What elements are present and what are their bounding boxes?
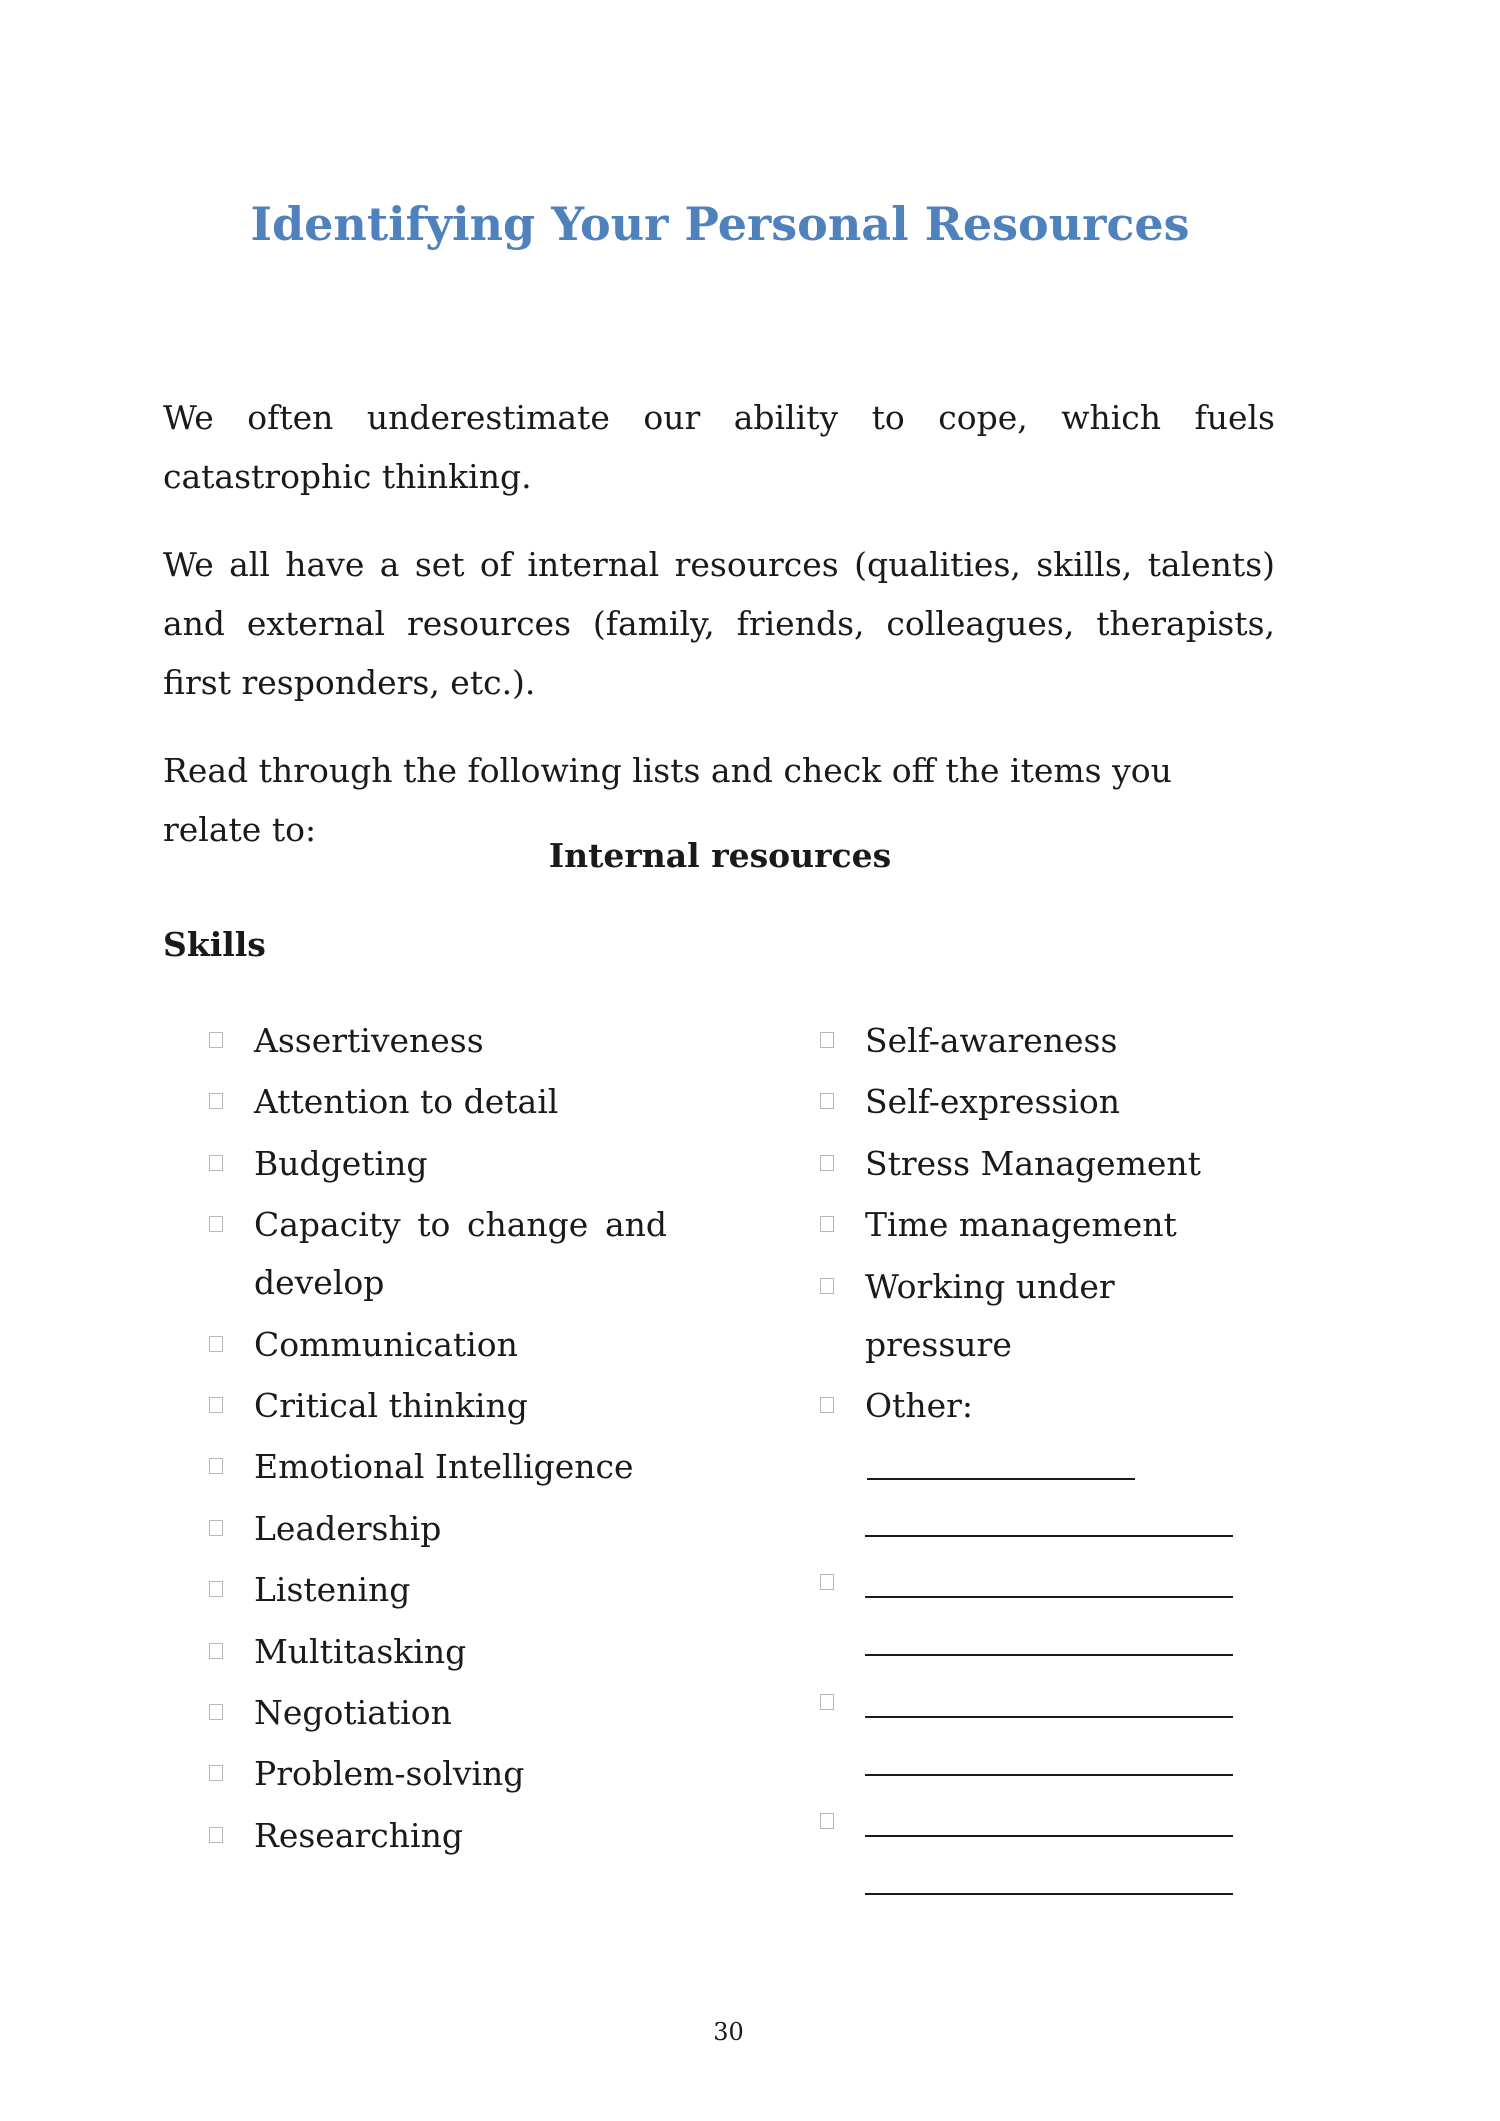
skill-item xyxy=(207,1561,667,1619)
skill-item xyxy=(207,1196,667,1312)
write-in-line[interactable] xyxy=(865,1612,1238,1670)
write-in-line[interactable] xyxy=(865,1732,1238,1790)
skill-item xyxy=(818,1135,1238,1193)
skill-label: Assertiveness xyxy=(254,1021,484,1060)
skill-item xyxy=(207,1684,667,1742)
page-number: 30 xyxy=(713,2018,744,2046)
write-in-line[interactable] xyxy=(867,1478,1135,1480)
skill-label: Self-expression xyxy=(865,1082,1120,1122)
skill-label: Communication xyxy=(254,1324,518,1364)
skill-item xyxy=(207,1745,667,1803)
skill-label: Leadership xyxy=(254,1508,442,1548)
write-in-line[interactable] xyxy=(865,1793,1238,1851)
blank-item xyxy=(818,1674,1238,1790)
skill-item xyxy=(207,1135,667,1193)
write-in-line[interactable] xyxy=(865,1674,1238,1732)
skill-label: Critical thinking xyxy=(254,1385,528,1425)
skill-label: Researching xyxy=(254,1815,463,1855)
skill-label: Emotional Intelligence xyxy=(254,1447,634,1487)
skill-item xyxy=(207,1500,667,1558)
checkbox[interactable] xyxy=(209,1155,223,1171)
skills-list-right xyxy=(818,1012,1238,1913)
skill-label: Capacity to change and develop xyxy=(254,1205,667,1303)
checkbox[interactable] xyxy=(820,1813,834,1829)
checkbox[interactable] xyxy=(820,1216,834,1232)
checkbox[interactable] xyxy=(820,1397,834,1413)
page-title: Identifying Your Personal Resources xyxy=(250,197,1190,251)
skill-item xyxy=(207,1012,667,1070)
skill-item xyxy=(818,1012,1238,1070)
write-in-line[interactable] xyxy=(865,1851,1238,1909)
checkbox[interactable] xyxy=(820,1032,834,1048)
instruction-paragraph: Read through the following lists and check off the items you relate to: xyxy=(163,751,1172,849)
other-label: Other: xyxy=(865,1385,973,1425)
checkbox[interactable] xyxy=(209,1336,223,1352)
checkbox[interactable] xyxy=(209,1458,223,1474)
skill-item xyxy=(207,1073,667,1131)
section-heading: Internal resources xyxy=(548,836,892,875)
skill-item xyxy=(207,1438,667,1496)
checkbox[interactable] xyxy=(820,1574,834,1590)
resources-paragraph: We all have a set of internal resources (qualities, skills, talents) and external resources (family, friends, colleagues, therapists, first responders, etc.). xyxy=(163,545,1275,702)
checkbox[interactable] xyxy=(209,1093,223,1109)
skill-label: Multitasking xyxy=(254,1631,467,1671)
skill-label: Listening xyxy=(254,1570,411,1610)
skill-item xyxy=(818,1073,1238,1131)
skill-item xyxy=(818,1196,1238,1254)
skill-label: Budgeting xyxy=(254,1143,428,1183)
skill-label: Stress Management xyxy=(865,1143,1201,1183)
checkbox[interactable] xyxy=(209,1765,223,1781)
checkbox[interactable] xyxy=(209,1581,223,1597)
skill-item xyxy=(818,1258,1238,1374)
other-item xyxy=(818,1377,1238,1551)
skill-item xyxy=(207,1807,667,1865)
skill-item xyxy=(207,1316,667,1374)
checkbox[interactable] xyxy=(209,1827,223,1843)
blank-item xyxy=(818,1793,1238,1909)
skill-label: Time management xyxy=(865,1205,1177,1245)
skill-item xyxy=(207,1623,667,1681)
skill-label: Negotiation xyxy=(254,1692,452,1732)
skill-label: Working under pressure xyxy=(865,1266,1115,1364)
skill-label: Self-awareness xyxy=(865,1021,1118,1060)
checkbox[interactable] xyxy=(209,1216,223,1232)
blank-item xyxy=(818,1554,1238,1670)
skill-item xyxy=(207,1377,667,1435)
checkbox[interactable] xyxy=(820,1155,834,1171)
checkbox[interactable] xyxy=(209,1397,223,1413)
checkbox[interactable] xyxy=(820,1278,834,1294)
skills-list-left xyxy=(207,1012,667,1868)
write-in-line[interactable] xyxy=(865,1554,1238,1612)
write-in-line[interactable] xyxy=(865,1493,1238,1551)
skill-label: Attention to detail xyxy=(254,1082,559,1122)
subsection-heading: Skills xyxy=(163,925,266,964)
intro-paragraph: We often underestimate our ability to cope, which fuels catastrophic thinking. xyxy=(163,398,1275,496)
skill-label: Problem-solving xyxy=(254,1754,525,1794)
checkbox[interactable] xyxy=(820,1093,834,1109)
checkbox[interactable] xyxy=(209,1704,223,1720)
checkbox[interactable] xyxy=(209,1032,223,1048)
checkbox[interactable] xyxy=(209,1643,223,1659)
checkbox[interactable] xyxy=(209,1520,223,1536)
checkbox[interactable] xyxy=(820,1694,834,1710)
